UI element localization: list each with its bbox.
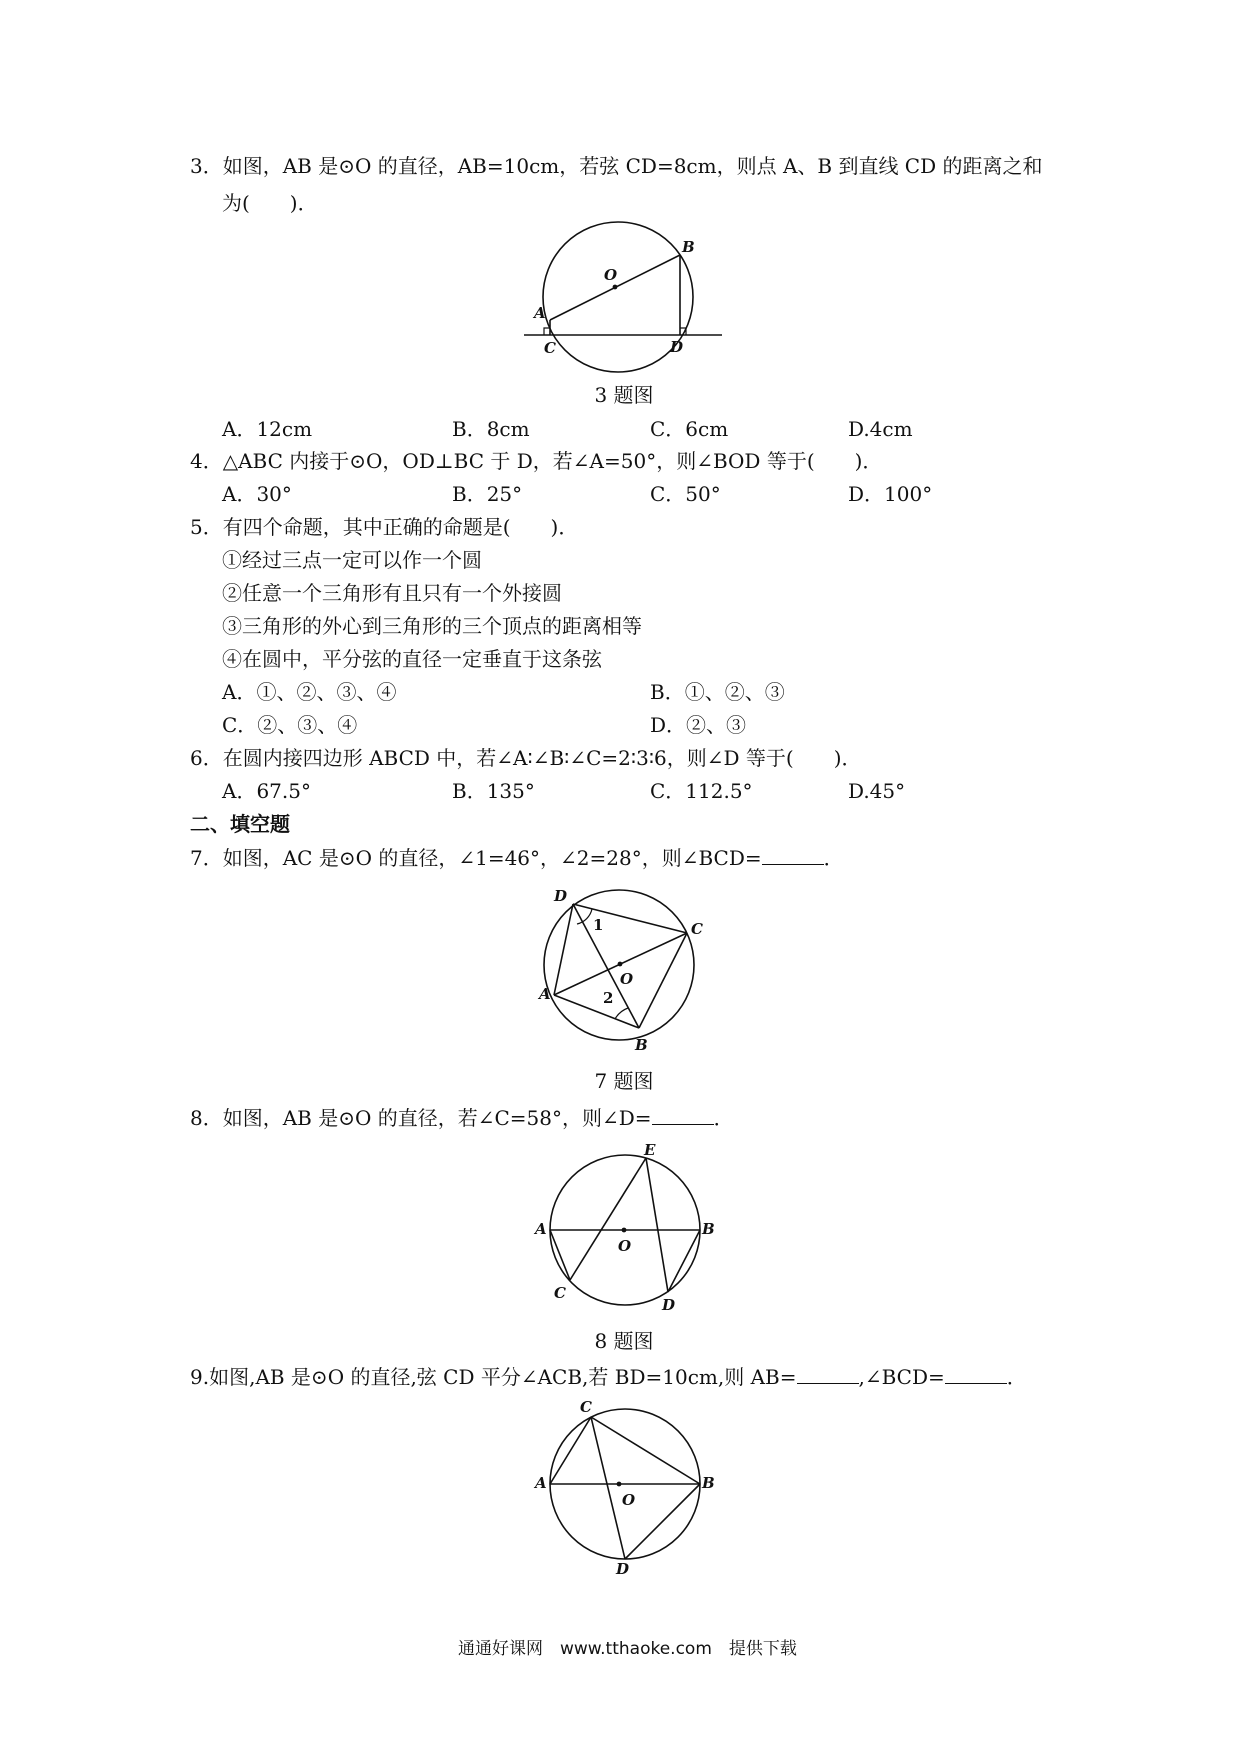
q7-answer-blank bbox=[762, 844, 824, 865]
q7-label-d: D bbox=[554, 887, 568, 905]
q7-label-b: B bbox=[635, 1036, 648, 1054]
q4-option-c: C．50° bbox=[650, 482, 721, 506]
q8-label-a: A bbox=[535, 1220, 547, 1238]
q3-center-dot bbox=[613, 285, 618, 290]
q9-segment-ca bbox=[550, 1417, 591, 1484]
q3-label-c: C bbox=[544, 339, 556, 357]
q5-item-4: ④在圆中，平分弦的直径一定垂直于这条弦 bbox=[222, 647, 602, 671]
q7-label-a: A bbox=[539, 985, 551, 1003]
q4-text: 4．△ABC 内接于⊙O，OD⊥BC 于 D，若∠A=50°，则∠BOD 等于( )． bbox=[190, 449, 883, 473]
q3-option-d: D.4cm bbox=[848, 417, 913, 441]
q8-text-body: 8．如图，AB 是⊙O 的直径，若∠C=58°，则∠D= bbox=[190, 1106, 652, 1130]
q7-segment-da bbox=[554, 904, 573, 995]
q7-label-o: O bbox=[620, 970, 634, 988]
q6-option-d: D.45° bbox=[848, 779, 906, 803]
q5-option-c: C．②、③、④ bbox=[222, 713, 358, 737]
q8-label-c: C bbox=[554, 1284, 566, 1302]
q9-label-d: D bbox=[616, 1560, 630, 1578]
q8-text-end: ． bbox=[713, 1106, 734, 1130]
q3-figure bbox=[520, 220, 730, 370]
q7-text-end: ． bbox=[823, 846, 844, 870]
page-footer: 通通好课网 www.tthaoke.com 提供下载 bbox=[458, 1639, 797, 1659]
q9-center-dot bbox=[617, 1482, 622, 1487]
q5-item-3: ③三角形的外心到三角形的三个顶点的距离相等 bbox=[222, 614, 642, 638]
q7-angle-2-arc bbox=[615, 1008, 628, 1019]
q5-option-a: A．①、②、③、④ bbox=[222, 680, 397, 704]
q3-label-a: A bbox=[534, 304, 546, 322]
q3-label-b: B bbox=[682, 238, 695, 256]
q7-label-angle-2: 2 bbox=[603, 989, 614, 1007]
q8-label-d: D bbox=[662, 1296, 676, 1314]
q9-segment-cd bbox=[591, 1417, 625, 1559]
q8-label-b: B bbox=[702, 1220, 715, 1238]
q5-text: 5．有四个命题，其中正确的命题是( )． bbox=[190, 515, 579, 539]
q9-text-body: 9.如图,AB 是⊙O 的直径,弦 CD 平分∠ACB,若 BD=10cm,则 AB= bbox=[190, 1365, 797, 1389]
q4-option-b: B．25° bbox=[452, 482, 523, 506]
q3-option-b: B．8cm bbox=[452, 417, 530, 441]
q7-segment-bc bbox=[639, 933, 687, 1028]
q9-text-mid: ,∠BCD= bbox=[858, 1365, 945, 1389]
q7-center-dot bbox=[618, 962, 623, 967]
q3-label-o: O bbox=[604, 266, 618, 284]
q7-label-angle-1: 1 bbox=[593, 916, 604, 934]
q3-option-c: C．6cm bbox=[650, 417, 729, 441]
section-heading-fill-in: 二、填空题 bbox=[190, 812, 290, 836]
q7-segment-dc bbox=[573, 904, 687, 933]
q3-right-angle-c bbox=[544, 328, 550, 335]
q7-label-c: C bbox=[691, 920, 703, 938]
q9-label-o: O bbox=[622, 1491, 636, 1509]
q4-option-a: A．30° bbox=[222, 482, 292, 506]
q5-option-d: D．②、③ bbox=[650, 713, 747, 737]
q3-caption: 3 题图 bbox=[594, 383, 654, 407]
q3-label-d: D bbox=[670, 338, 684, 356]
q9-segment-cb bbox=[591, 1417, 700, 1484]
q6-option-c: C．112.5° bbox=[650, 779, 753, 803]
q7-caption: 7 题图 bbox=[594, 1069, 654, 1093]
q4-option-d: D．100° bbox=[848, 482, 933, 506]
q9-label-a: A bbox=[535, 1474, 547, 1492]
q9-segment-db bbox=[625, 1484, 700, 1559]
q9-answer-blank-bcd bbox=[945, 1363, 1007, 1384]
q5-item-1: ①经过三点一定可以作一个圆 bbox=[222, 548, 482, 572]
q7-segment-ab bbox=[554, 995, 639, 1028]
q9-text bbox=[190, 1363, 1027, 1390]
q8-center-dot bbox=[622, 1228, 627, 1233]
q8-segment-bd bbox=[668, 1230, 700, 1292]
q9-label-c: C bbox=[580, 1398, 592, 1416]
q5-item-2: ②任意一个三角形有且只有一个外接圆 bbox=[222, 581, 562, 605]
q8-figure bbox=[535, 1141, 715, 1318]
q9-text-end: ． bbox=[1006, 1365, 1027, 1389]
q3-text-line2: 为( )． bbox=[222, 191, 318, 215]
q8-text bbox=[190, 1104, 734, 1131]
q9-answer-blank-ab bbox=[797, 1363, 859, 1384]
q8-segment-ec bbox=[570, 1158, 646, 1280]
q5-option-b: B．①、②、③ bbox=[650, 680, 785, 704]
q3-text-line1: 3．如图，AB 是⊙O 的直径，AB=10cm，若弦 CD=8cm，则点 A、B 到直线 CD 的距离之和 bbox=[190, 154, 1043, 178]
q8-caption: 8 题图 bbox=[594, 1329, 654, 1353]
q7-text-body: 7．如图，AC 是⊙O 的直径，∠1=46°，∠2=28°，则∠BCD= bbox=[190, 846, 762, 870]
q8-segment-ed bbox=[646, 1158, 668, 1292]
q6-option-a: A．67.5° bbox=[222, 779, 311, 803]
q7-segment-db bbox=[573, 904, 639, 1028]
q7-text bbox=[190, 844, 844, 871]
q8-label-e: E bbox=[644, 1141, 656, 1159]
q9-figure bbox=[535, 1398, 715, 1578]
q7-figure bbox=[535, 885, 715, 1055]
q3-option-a: A．12cm bbox=[222, 417, 313, 441]
q8-answer-blank bbox=[652, 1104, 714, 1125]
q6-option-b: B．135° bbox=[452, 779, 535, 803]
q6-text: 6．在圆内接四边形 ABCD 中，若∠A∶∠B∶∠C=2∶3∶6，则∠D 等于( )． bbox=[190, 746, 862, 770]
q8-segment-ac bbox=[550, 1230, 570, 1280]
q9-label-b: B bbox=[702, 1474, 715, 1492]
q8-label-o: O bbox=[618, 1237, 632, 1255]
